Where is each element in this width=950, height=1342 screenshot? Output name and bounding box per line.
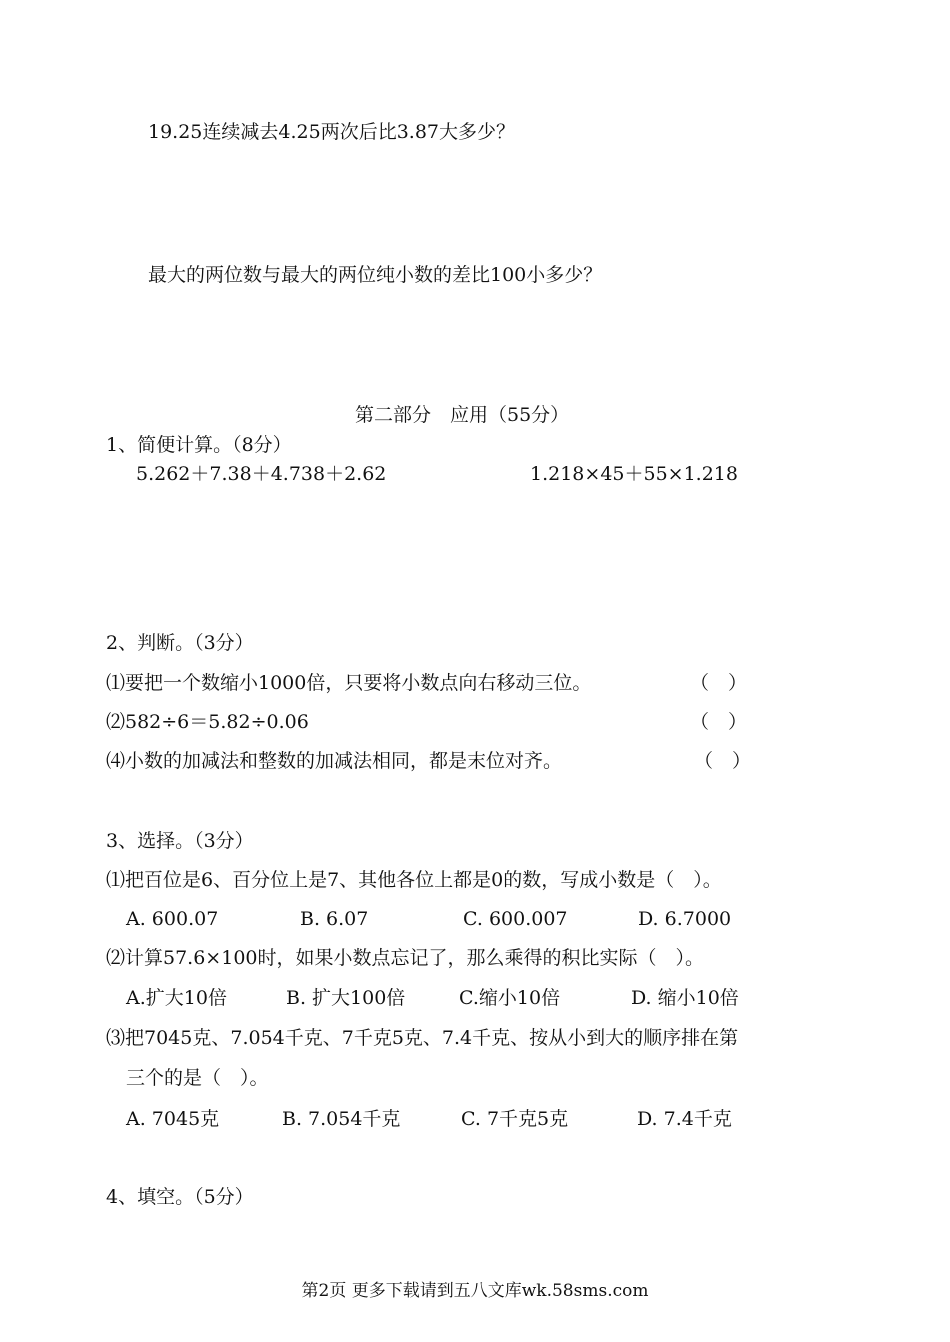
judge-item-3: ⑷小数的加减法和整数的加减法相同，都是末位对齐。 — [106, 750, 563, 772]
question-max-two-digit: 最大的两位数与最大的两位纯小数的差比100小多少？ — [148, 264, 603, 286]
choice-question-2: ⑵计算57.6×100时，如果小数点忘记了，那么乘得的积比实际（ ）。 — [106, 947, 704, 969]
judge-item-2: ⑵582÷6＝5.82÷0.06 — [106, 711, 309, 733]
section-3-heading: 3、选择。（3分） — [106, 830, 254, 852]
choice-2-option-b: B. 扩大100倍 — [286, 987, 406, 1009]
judge-item-1: ⑴要把一个数缩小1000倍，只要将小数点向右移动三位。 — [106, 672, 592, 694]
choice-2-option-a: A.扩大10倍 — [126, 987, 227, 1009]
calc-expression-1: 5.262＋7.38＋4.738＋2.62 — [136, 463, 387, 485]
part-two-title: 第二部分 应用（55分） — [355, 404, 570, 426]
judge-paren-1: （ ） — [690, 672, 748, 694]
choice-3-option-b: B. 7.054千克 — [282, 1108, 401, 1130]
page-footer: 第2页 更多下载请到五八文库wk.58sms.com — [301, 1281, 649, 1301]
choice-question-1: ⑴把百位是6、百分位上是7、其他各位上都是0的数，写成小数是（ ）。 — [106, 869, 722, 891]
section-1-heading: 1、简便计算。（8分） — [106, 434, 292, 456]
choice-1-option-d: D. 6.7000 — [638, 908, 732, 930]
section-4-heading: 4、填空。（5分） — [106, 1186, 254, 1208]
choice-1-option-b: B. 6.07 — [300, 908, 369, 930]
judge-paren-2: （ ） — [690, 711, 748, 733]
choice-question-3: ⑶把7045克、7.054千克、7千克5克、7.4千克、按从小到大的顺序排在第 — [106, 1027, 739, 1049]
choice-2-option-d: D. 缩小10倍 — [631, 987, 739, 1009]
judge-paren-3: （ ） — [694, 750, 752, 772]
choice-1-option-c: C. 600.007 — [463, 908, 568, 930]
question-19-25: 19.25连续减去4.25两次后比3.87大多少？ — [148, 121, 516, 143]
calc-expression-2: 1.218×45＋55×1.218 — [530, 463, 738, 485]
choice-question-3-continued: 三个的是（ ）。 — [126, 1067, 269, 1089]
choice-3-option-d: D. 7.4千克 — [637, 1108, 732, 1130]
section-2-heading: 2、判断。（3分） — [106, 632, 254, 654]
choice-3-option-c: C. 7千克5克 — [461, 1108, 569, 1130]
choice-2-option-c: C.缩小10倍 — [459, 987, 561, 1009]
choice-1-option-a: A. 600.07 — [126, 908, 219, 930]
choice-3-option-a: A. 7045克 — [126, 1108, 220, 1130]
